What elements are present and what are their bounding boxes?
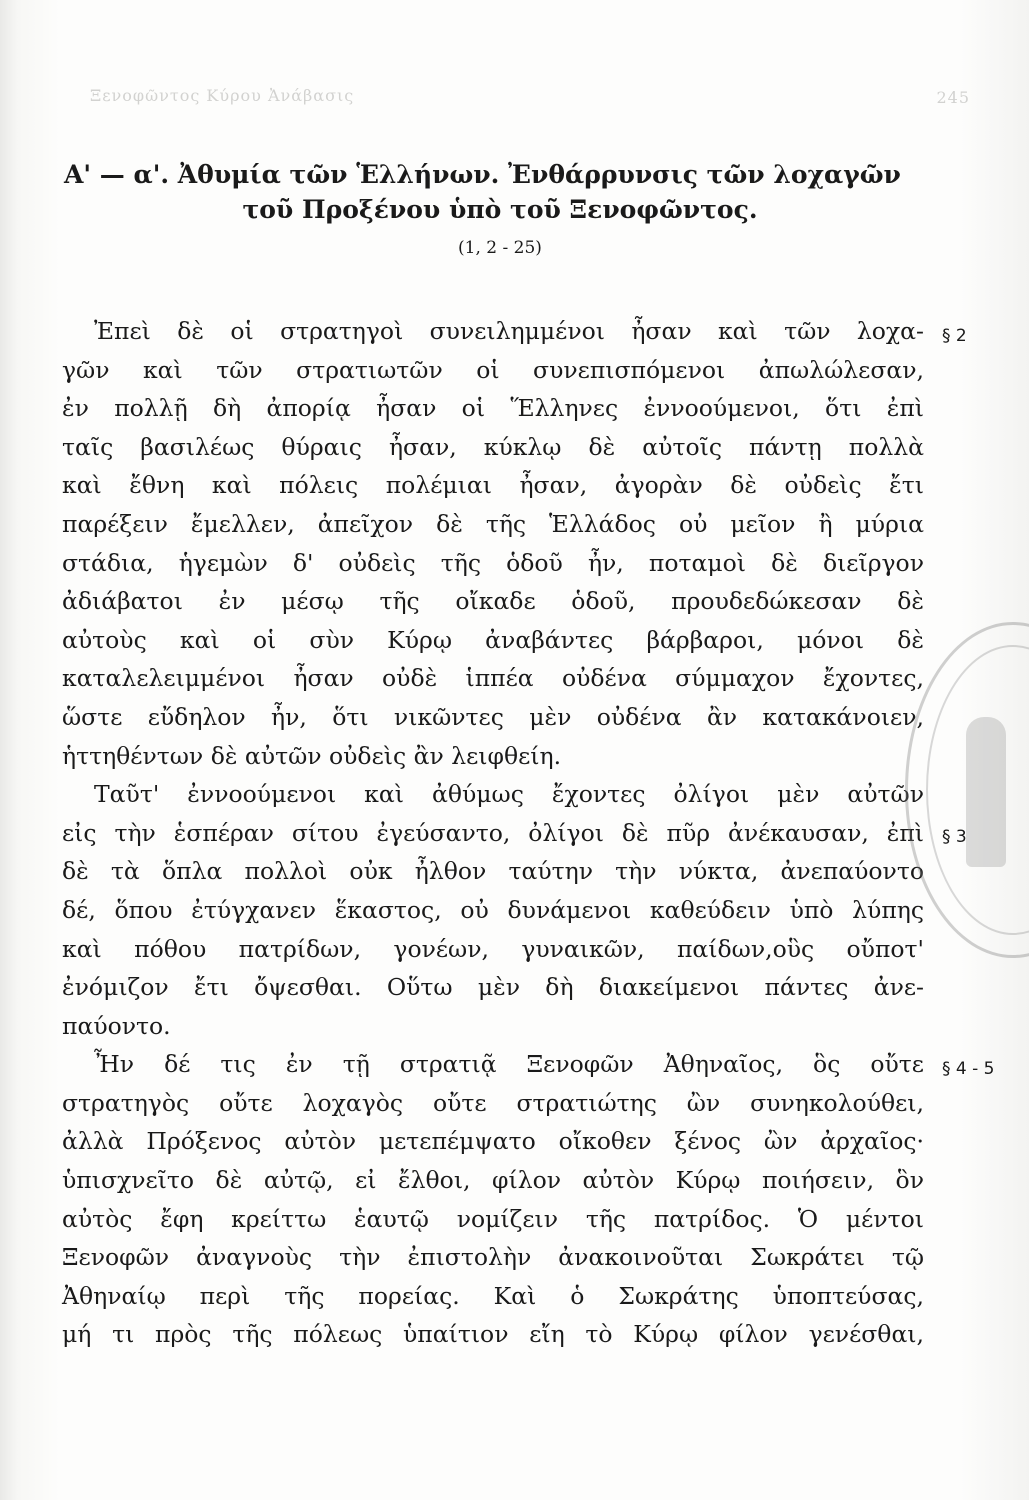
heading-line-2: τοῦ Προξένου ὑπὸ τοῦ Ξενοφῶντος. xyxy=(242,195,758,224)
text-line: δὲ τὰ ὅπλα πολλοὶ οὐκ ἦλθον ταύτην τὴν νύκτα, ἀνεπαύοντο xyxy=(62,857,924,886)
text-line: ἡττηθέντων δὲ αὐτῶν οὐδεὶς ἂν λειφθείη. xyxy=(62,741,562,770)
text-line: ἐν πολλῇ δὴ ἀπορίᾳ ἦσαν οἱ Ἕλληνες ἐννοούμενοι, ὅτι ἐπὶ xyxy=(62,394,924,423)
stamp-inner-ring xyxy=(926,645,1029,935)
text-line: καταλελειμμένοι ἦσαν οὐδὲ ἱππέα οὐδένα σύμμαχον ἔχοντες, xyxy=(62,664,924,693)
margin-note-section-2: § 2 xyxy=(942,326,967,346)
text-line: αὐτοὺς καὶ οἱ σὺν Κύρῳ ἀναβάντες βάρβαροι, μόνοι δὲ xyxy=(62,625,924,654)
text-line: μή τι πρὸς τῆς πόλεως ὑπαίτιον εἴη τὸ Κύρῳ φίλον γενέσθαι, xyxy=(62,1320,924,1349)
text-line: ἐνόμιζον ἔτι ὄψεσθαι. Οὕτω μὲν δὴ διακείμενοι πάντες ἀνε- xyxy=(62,973,924,1002)
margin-note-section-3: § 3 xyxy=(942,827,967,847)
text-line: Ἐπεὶ δὲ οἱ στρατηγοὶ συνειλημμένοι ἦσαν καὶ τῶν λοχα- xyxy=(94,317,924,345)
text-line: καὶ ἔθνη καὶ πόλεις πολέμιαι ἦσαν, ἀγορὰν δὲ οὐδεὶς ἔτι xyxy=(62,471,924,500)
running-header xyxy=(90,86,970,116)
text-line: στάδια, ἡγεμὼν δ' οὐδεὶς τῆς ὁδοῦ ἦν, ποταμοὶ δὲ διεῖργον xyxy=(62,548,924,577)
text-line: δέ, ὅπου ἐτύγχανεν ἕκαστος, οὐ δυνάμενοι καθεύδειν ὑπὸ λύπης xyxy=(62,895,924,924)
text-line: εἰς τὴν ἑσπέραν σίτου ἐγεύσαντο, ὀλίγοι δὲ πῦρ ἀνέκαυσαν, ἐπὶ xyxy=(62,818,924,847)
statue-figure-icon xyxy=(966,717,1006,867)
text-line: ταῖς βασιλέως θύραις ἦσαν, κύκλῳ δὲ αὐτοῖς πάντῃ πολλὰ xyxy=(62,432,924,461)
text-line: Ταῦτ' ἐννοούμενοι καὶ ἀθύμως ἔχοντες ὀλίγοι μὲν αὐτῶν xyxy=(94,780,924,809)
text-line: Ξενοφῶν ἀναγνοὺς τὴν ἐπιστολὴν ἀνακοινοῦται Σωκράτει τῷ xyxy=(62,1243,924,1272)
heading-line-1: Α' — α'. Ἀθυμία τῶν Ἑλλήνων. Ἐνθάρρυνσις τῶν λοχαγῶν xyxy=(64,160,901,189)
body-text xyxy=(62,312,924,1354)
text-line: παύοντο. xyxy=(62,1011,171,1040)
margin-note-section-4-5: § 4 - 5 xyxy=(942,1059,995,1079)
text-line: ὥστε εὔδηλον ἦν, ὅτι νικῶντες μὲν οὐδένα ἂν κατακάνοιεν, xyxy=(62,702,924,731)
text-line: αὐτὸς ἔφη κρείττω ἑαυτῷ νομίζειν τῆς πατρίδος. Ὁ μέντοι xyxy=(62,1204,924,1233)
text-line: ἀλλὰ Πρόξενος αὐτὸν μετεπέμψατο οἴκοθεν ξένος ὢν ἀρχαῖος· xyxy=(62,1127,924,1156)
chapter-heading xyxy=(60,160,940,258)
passage-reference: (1, 2 - 25) xyxy=(458,238,542,258)
text-line: γῶν καὶ τῶν στρατιωτῶν οἱ συνεπισπόμενοι ἀπωλώλεσαν, xyxy=(62,355,924,384)
page-number: 245 xyxy=(936,88,970,107)
text-line: ἀδιάβατοι ἐν μέσῳ τῆς οἴκαδε ὁδοῦ, προυδεδώκεσαν δὲ xyxy=(62,587,924,616)
text-line: Ἦν δέ τις ἐν τῇ στρατιᾷ Ξενοφῶν Ἀθηναῖος, ὃς οὔτε xyxy=(94,1050,924,1079)
text-line: παρέξειν ἔμελλεν, ἀπεῖχον δὲ τῆς Ἑλλάδος οὐ μεῖον ἢ μύρια xyxy=(62,509,924,538)
text-line: ὑπισχνεῖτο δὲ αὐτῷ, εἰ ἔλθοι, φίλον αὐτὸν Κύρῳ ποιήσειν, ὃν xyxy=(62,1166,924,1195)
text-line: στρατηγὸς οὔτε λοχαγὸς οὔτε στρατιώτης ὢν συνηκολούθει, xyxy=(62,1088,924,1117)
running-title: Ξενοφῶντος Κύρου Ἀνάβασις xyxy=(90,86,355,105)
text-line: καὶ πόθου πατρίδων, γονέων, γυναικῶν, παίδων,οὓς οὔποτ' xyxy=(62,934,924,963)
text-line: Ἀθηναίῳ περὶ τῆς πορείας. Καὶ ὁ Σωκράτης ὑποπτεύσας, xyxy=(62,1281,924,1310)
